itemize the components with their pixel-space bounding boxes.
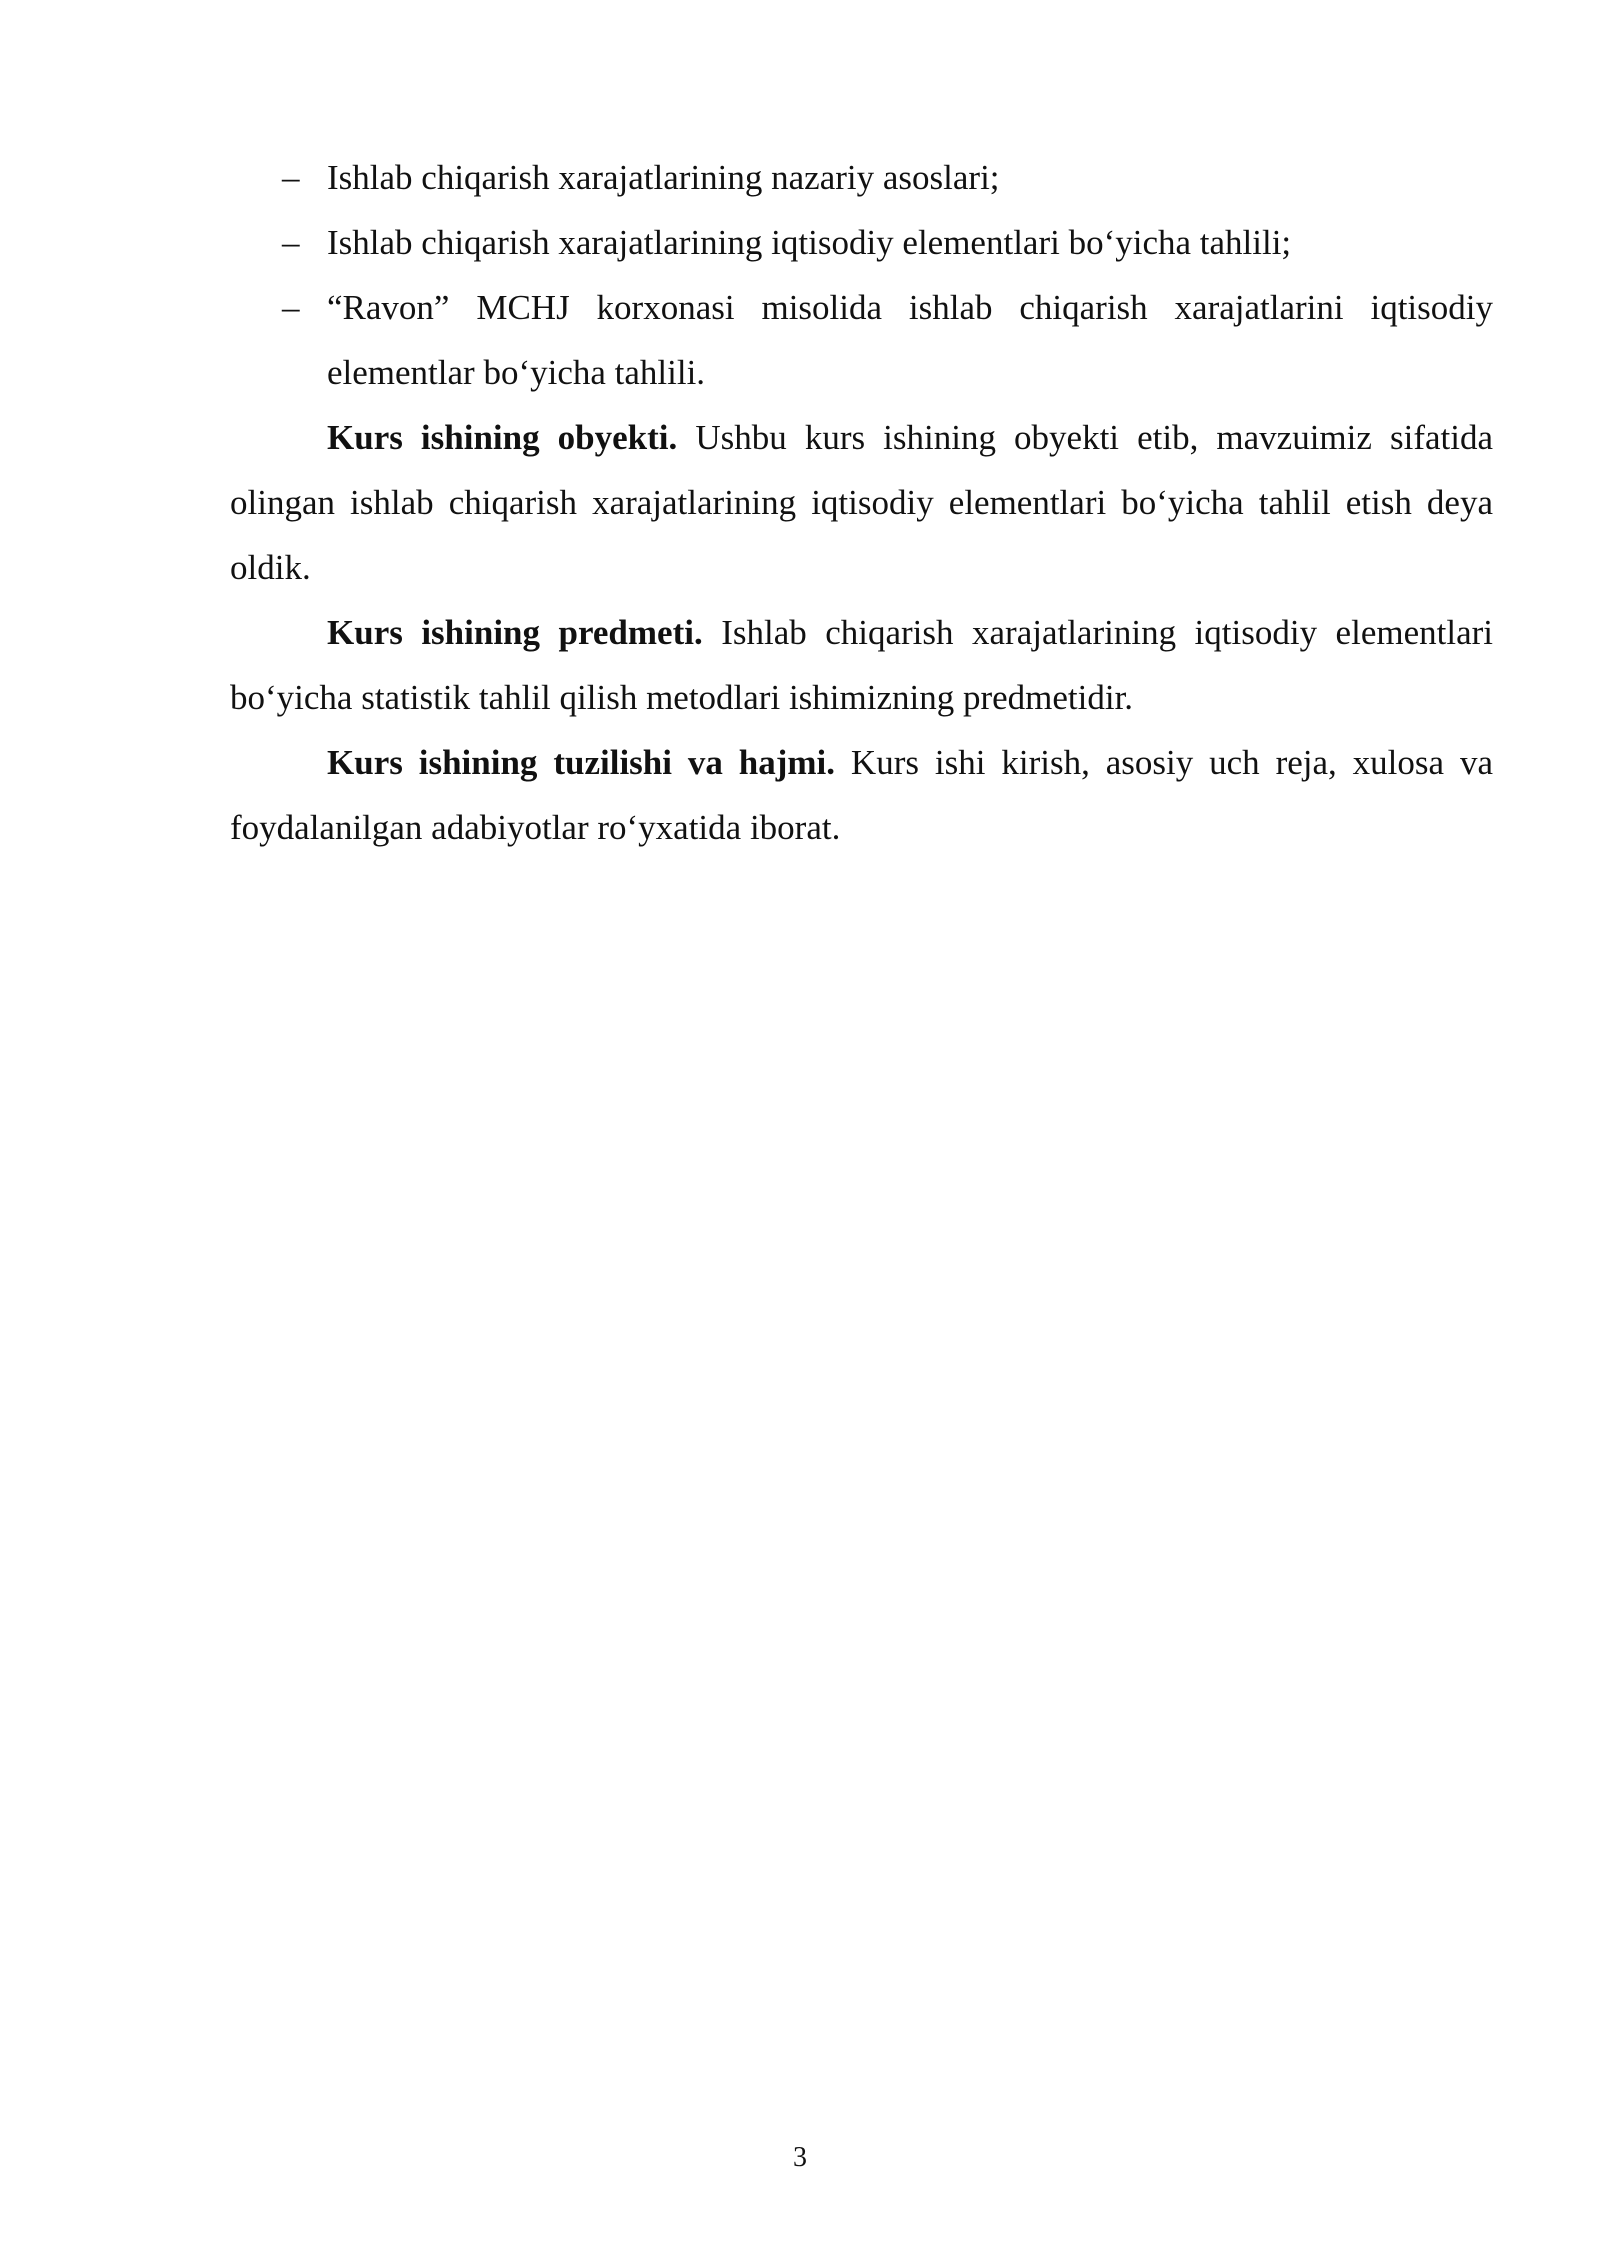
list-item [230, 275, 1493, 405]
paragraph-text: Ushbu kurs ishining obyekti etib, mavzuimiz sifatida olingan ishlab chiqarish xarajatlarining iqtisodiy elementlari bo‘yicha tahlil etish deya oldik. [230, 418, 1493, 587]
paragraph-text: Ishlab chiqarish xarajatlarining iqtisodiy elementlari bo‘yicha statistik tahlil qilish metodlari ishimizning predmetidir. [230, 613, 1493, 717]
paragraph-object [230, 405, 1493, 600]
paragraph-structure [230, 730, 1493, 860]
paragraph-heading: Kurs ishining obyekti. [327, 418, 678, 457]
dash-bullet-icon: – [282, 288, 300, 327]
list-item [230, 145, 1493, 210]
list-item-text: “Ravon” MCHJ korxonasi misolida ishlab chiqarish xarajatlarini iqtisodiy elementlar bo‘yicha tahlili. [327, 288, 1493, 392]
dash-bullet-icon: – [282, 158, 300, 197]
list-item [230, 210, 1493, 275]
paragraph-subject [230, 600, 1493, 730]
dash-bullet-icon: – [282, 223, 300, 262]
paragraph-text: Kurs ishi kirish, asosiy uch reja, xulosa va foydalanilgan adabiyotlar ro‘yxatida iborat. [230, 743, 1493, 847]
page-body [230, 145, 1493, 860]
task-list [230, 145, 1493, 405]
list-item-text: Ishlab chiqarish xarajatlarining iqtisodiy elementlari bo‘yicha tahlili; [327, 223, 1292, 262]
list-item-text: Ishlab chiqarish xarajatlarining nazariy asoslari; [327, 158, 1000, 197]
paragraph-heading: Kurs ishining tuzilishi va hajmi. [327, 743, 836, 782]
paragraph-heading: Kurs ishining predmeti. [327, 613, 703, 652]
page-number: 3 [793, 2142, 807, 2173]
